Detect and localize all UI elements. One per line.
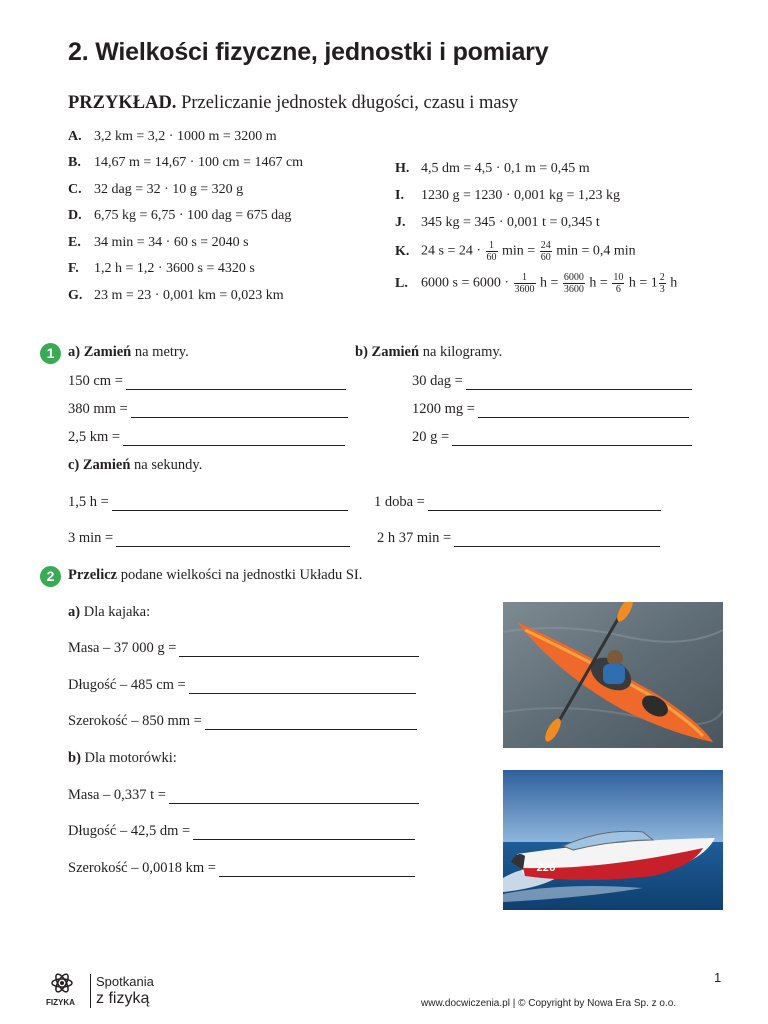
footer-separator: | xyxy=(512,998,516,1009)
answer-line[interactable] xyxy=(123,431,345,446)
series-title-line1: Spotkania xyxy=(96,974,154,989)
brand-label: FIZYKA xyxy=(46,998,75,1007)
answer-field: Szerokość – 0,0018 km = xyxy=(68,860,415,877)
footer-credits xyxy=(421,998,676,1009)
task1-c-instruction: c) Zamień na sekundy. xyxy=(68,457,203,473)
answer-field: 30 dag = xyxy=(412,373,692,390)
fraction: $\frac{10}{6}$ xyxy=(613,272,624,295)
answer-field: 1,5 h = xyxy=(68,494,348,511)
task2-instruction: Przelicz podane wielkości na jednostki Układu SI. xyxy=(68,567,363,583)
answer-field: 380 mm = xyxy=(68,401,348,418)
answer-line[interactable] xyxy=(205,715,417,730)
page-title: 2. Wielkości fizyczne, jednostki i pomiary xyxy=(68,38,549,66)
answer-field: Szerokość – 850 mm = xyxy=(68,713,417,730)
example-item-k: K. 24 s = 24 · $\frac{1}{60}$ min = $\frac{24}{60}$ min = 0,4 min xyxy=(395,240,636,263)
fraction: $\frac{1}{60}$ xyxy=(486,240,497,263)
fizyka-logo-icon xyxy=(50,972,74,994)
example-item: E. 34 min = 34 · 60 s = 2040 s xyxy=(68,235,249,250)
fraction: $\frac{1}{3600}$ xyxy=(514,272,535,295)
example-label: PRZYKŁAD. xyxy=(68,93,177,113)
answer-line[interactable] xyxy=(112,496,348,511)
answer-field: Masa – 37 000 g = xyxy=(68,640,419,657)
answer-field: 150 cm = xyxy=(68,373,346,390)
example-item: G. 23 m = 23 · 0,001 km = 0,023 km xyxy=(68,288,284,303)
answer-field: 3 min = xyxy=(68,530,350,547)
logo-divider xyxy=(90,974,91,1008)
example-item: A. 3,2 km = 3,2 · 1000 m = 3200 m xyxy=(68,129,277,144)
answer-line[interactable] xyxy=(452,431,692,446)
series-title-line2: z fizyką xyxy=(96,990,150,1007)
motorboat-photo xyxy=(503,770,723,910)
example-heading xyxy=(68,93,518,114)
answer-field: Długość – 485 cm = xyxy=(68,677,416,694)
answer-line[interactable] xyxy=(478,403,689,418)
page-number: 1 xyxy=(714,970,722,985)
example-title: Przeliczanie jednostek długości, czasu i masy xyxy=(181,93,519,113)
example-item: F. 1,2 h = 1,2 · 3600 s = 4320 s xyxy=(68,261,255,276)
example-item: C. 32 dag = 32 · 10 g = 320 g xyxy=(68,182,244,197)
answer-field: 2,5 km = xyxy=(68,429,345,446)
example-item: J. 345 kg = 345 · 0,001 t = 0,345 t xyxy=(395,215,600,230)
copyright-text: © Copyright by Nowa Era Sp. z o.o. xyxy=(518,998,677,1009)
kayak-photo xyxy=(503,602,723,748)
example-item: D. 6,75 kg = 6,75 · 100 dag = 675 dag xyxy=(68,208,292,223)
answer-line[interactable] xyxy=(169,789,419,804)
task1-b-instruction: b) Zamień na kilogramy. xyxy=(355,344,503,360)
task2-a-heading: a) Dla kajaka: xyxy=(68,604,151,620)
answer-line[interactable] xyxy=(179,642,419,657)
answer-line[interactable] xyxy=(466,375,692,390)
answer-field: 1200 mg = xyxy=(412,401,689,418)
task2-b-heading: b) Dla motorówki: xyxy=(68,750,177,766)
fraction: $\frac{6000}{3600}$ xyxy=(563,272,584,295)
example-item: I. 1230 g = 1230 · 0,001 kg = 1,23 kg xyxy=(395,188,620,203)
website-link[interactable]: www.docwiczenia.pl xyxy=(421,998,510,1009)
answer-field: Długość – 42,5 dm = xyxy=(68,823,415,840)
fraction: $\frac{2}{3}$ xyxy=(659,272,665,295)
example-item: H. 4,5 dm = 4,5 · 0,1 m = 0,45 m xyxy=(395,161,590,176)
boat-number: 226 xyxy=(537,862,556,874)
answer-line[interactable] xyxy=(116,532,350,547)
answer-line[interactable] xyxy=(189,679,416,694)
example-item: B. 14,67 m = 14,67 · 100 cm = 1467 cm xyxy=(68,155,304,170)
answer-line[interactable] xyxy=(428,496,661,511)
answer-line[interactable] xyxy=(193,825,415,840)
answer-field: 2 h 37 min = xyxy=(377,530,660,547)
answer-line[interactable] xyxy=(126,375,346,390)
answer-line[interactable] xyxy=(219,862,415,877)
example-item-l: L. 6000 s = 6000 · $\frac{1}{3600}$ h = $\frac{6000}{3600}$ h = $\frac{10}{6}$ h = 1 $\frac{2}{3}$ h xyxy=(395,272,678,295)
task-number-badge: 1 xyxy=(40,343,61,364)
answer-field: Masa – 0,337 t = xyxy=(68,787,419,804)
answer-field: 1 doba = xyxy=(374,494,661,511)
answer-line[interactable] xyxy=(131,403,348,418)
answer-field: 20 g = xyxy=(412,429,692,446)
task1-a-instruction: a) Zamień na metry. xyxy=(68,344,189,360)
fraction: $\frac{24}{60}$ xyxy=(540,240,551,263)
task-number-badge: 2 xyxy=(40,566,61,587)
answer-line[interactable] xyxy=(454,532,660,547)
